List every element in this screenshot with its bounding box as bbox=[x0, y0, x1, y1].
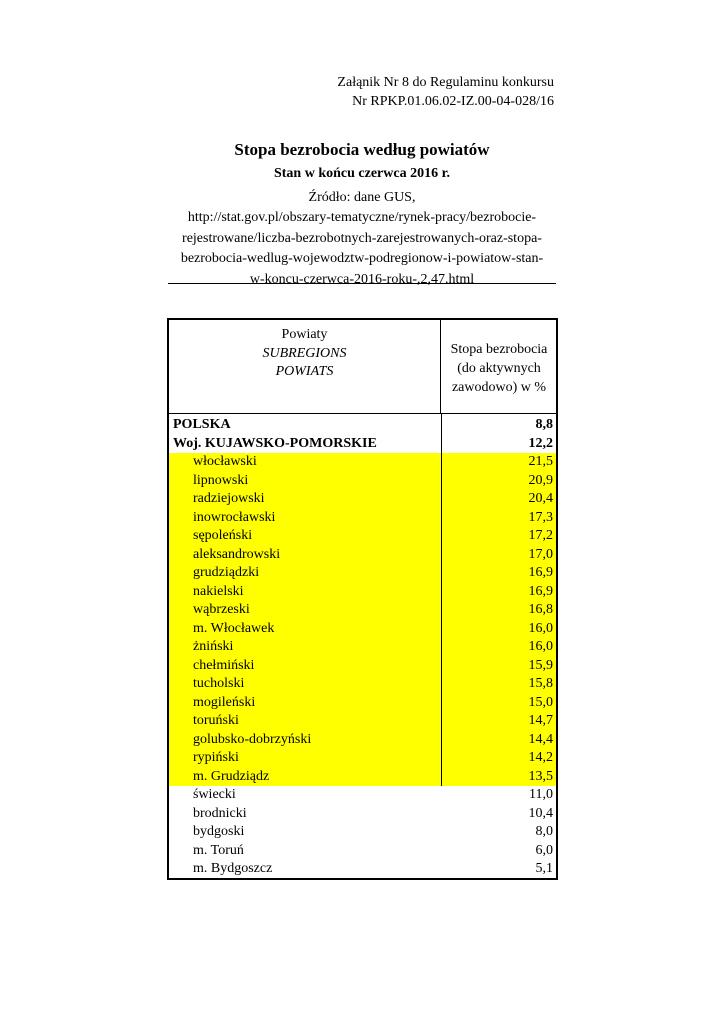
rate-value: 21,5 bbox=[528, 454, 553, 469]
powiat-name: mogileński bbox=[193, 694, 256, 710]
table-row bbox=[169, 842, 556, 861]
rate-value: 15,9 bbox=[528, 657, 553, 673]
document-subtitle: Stan w końcu czerwca 2016 r. bbox=[273, 166, 451, 181]
header-powiaty-label: Powiaty bbox=[281, 327, 328, 342]
rate-value: 16,9 bbox=[528, 583, 553, 599]
rate-value: 17,3 bbox=[528, 509, 553, 525]
powiat-name: grudziądzki bbox=[193, 565, 260, 580]
header-powiaty bbox=[169, 320, 441, 413]
table-row bbox=[169, 435, 556, 454]
source-url-line[interactable]: http://stat.gov.pl/obszary-tematyczne/rynek-pracy/bezrobocie- bbox=[187, 210, 537, 225]
table-row bbox=[169, 490, 556, 509]
rate-value: 10,4 bbox=[528, 805, 553, 821]
source-url-line[interactable]: bezrobocia-wedlug-wojewodztw-podregionow-i-powiatow-stan- bbox=[180, 251, 544, 266]
powiat-name: radziejowski bbox=[193, 491, 265, 506]
table-row bbox=[169, 472, 556, 491]
table-row bbox=[169, 601, 556, 620]
rate-value: 8,8 bbox=[535, 417, 553, 432]
header-subregions-label: SUBREGIONS bbox=[262, 345, 347, 361]
table-row bbox=[169, 416, 556, 435]
table-row bbox=[169, 731, 556, 750]
powiat-name: aleksandrowski bbox=[193, 546, 281, 562]
powiat-name: wąbrzeski bbox=[193, 602, 250, 617]
rate-value: 14,7 bbox=[528, 713, 553, 728]
table-row bbox=[169, 620, 556, 639]
source-url-line[interactable]: rejestrowane/liczba-bezrobotnych-zarejestrowanych-oraz-stopa- bbox=[182, 230, 542, 246]
table-row bbox=[169, 638, 556, 657]
table-row bbox=[169, 583, 556, 602]
rate-value: 16,0 bbox=[528, 639, 553, 654]
powiat-name: m. Toruń bbox=[193, 842, 244, 858]
header-rate-line: (do aktywnych bbox=[457, 361, 541, 376]
powiat-name: rypiński bbox=[193, 750, 239, 765]
rate-value: 15,8 bbox=[528, 676, 553, 691]
table-row bbox=[169, 786, 556, 805]
annex-line-2: Nr RPKP.01.06.02-IZ.00-04-028/16 bbox=[352, 94, 554, 109]
powiat-name: nakielski bbox=[193, 583, 244, 599]
powiat-name: świecki bbox=[193, 787, 236, 802]
rate-value: 14,4 bbox=[528, 731, 553, 747]
powiat-name: bydgoski bbox=[193, 824, 245, 839]
powiat-name: lipnowski bbox=[193, 472, 249, 488]
powiat-name: inowrocławski bbox=[193, 509, 276, 525]
rate-value: 17,2 bbox=[528, 528, 553, 543]
region-name: POLSKA bbox=[173, 417, 231, 432]
table-row bbox=[169, 823, 556, 842]
powiat-name: chełmiński bbox=[193, 657, 255, 673]
rate-value: 17,0 bbox=[528, 546, 553, 562]
header-rate bbox=[442, 320, 556, 413]
powiat-name: m. Włocławek bbox=[193, 620, 275, 636]
unemployment-table bbox=[167, 318, 558, 880]
rate-value: 20,9 bbox=[528, 472, 553, 488]
rate-value: 11,0 bbox=[529, 787, 553, 802]
table-row bbox=[169, 805, 556, 824]
table-row bbox=[169, 675, 556, 694]
table-row bbox=[169, 712, 556, 731]
divider bbox=[168, 283, 556, 284]
source-url[interactable] bbox=[168, 208, 556, 290]
powiat-name: żniński bbox=[193, 639, 234, 654]
header-separator bbox=[169, 413, 556, 414]
powiat-name: brodnicki bbox=[193, 805, 247, 821]
rate-value: 12,2 bbox=[528, 435, 553, 451]
powiat-name: golubsko-dobrzyński bbox=[193, 731, 312, 747]
rate-value: 16,8 bbox=[528, 602, 553, 617]
table-row bbox=[169, 694, 556, 713]
table-row bbox=[169, 453, 556, 472]
region-name: Woj. KUJAWSKO-POMORSKIE bbox=[173, 435, 377, 451]
rate-value: 15,0 bbox=[528, 694, 553, 710]
table-row bbox=[169, 546, 556, 565]
powiat-name: m. Grudziądz bbox=[193, 768, 270, 784]
header-powiats-label: POWIATS bbox=[275, 364, 334, 379]
rate-value: 20,4 bbox=[528, 491, 553, 506]
powiat-name: toruński bbox=[193, 713, 239, 728]
table-row bbox=[169, 749, 556, 768]
rate-value: 5,1 bbox=[535, 861, 553, 876]
table-body bbox=[169, 416, 556, 879]
table-row bbox=[169, 860, 556, 879]
rate-value: 8,0 bbox=[535, 824, 553, 839]
powiat-name: m. Bydgoszcz bbox=[193, 861, 273, 876]
table-row bbox=[169, 768, 556, 787]
table-row bbox=[169, 564, 556, 583]
annex-header bbox=[337, 73, 554, 111]
rate-value: 13,5 bbox=[528, 768, 553, 784]
header-rate-line: Stopa bezrobocia bbox=[450, 342, 548, 357]
annex-line-1: Załąnik Nr 8 do Regulaminu konkursu bbox=[337, 75, 554, 90]
rate-value: 6,0 bbox=[535, 842, 553, 858]
powiat-name: włocławski bbox=[193, 454, 257, 469]
rate-value: 16,9 bbox=[528, 565, 553, 580]
powiat-name: sępoleński bbox=[193, 528, 253, 543]
table-row bbox=[169, 527, 556, 546]
table-row bbox=[169, 509, 556, 528]
rate-value: 14,2 bbox=[528, 750, 553, 765]
rate-value: 16,0 bbox=[528, 620, 553, 636]
table-row bbox=[169, 657, 556, 676]
source-label: Źródło: dane GUS, bbox=[308, 190, 416, 205]
source-url-line[interactable]: w-koncu-czerwca-2016-roku-,2,47.html bbox=[249, 271, 475, 287]
document-title: Stopa bezrobocia według powiatów bbox=[234, 140, 490, 159]
powiat-name: tucholski bbox=[193, 676, 245, 691]
header-rate-line: zawodowo) w % bbox=[451, 380, 547, 395]
